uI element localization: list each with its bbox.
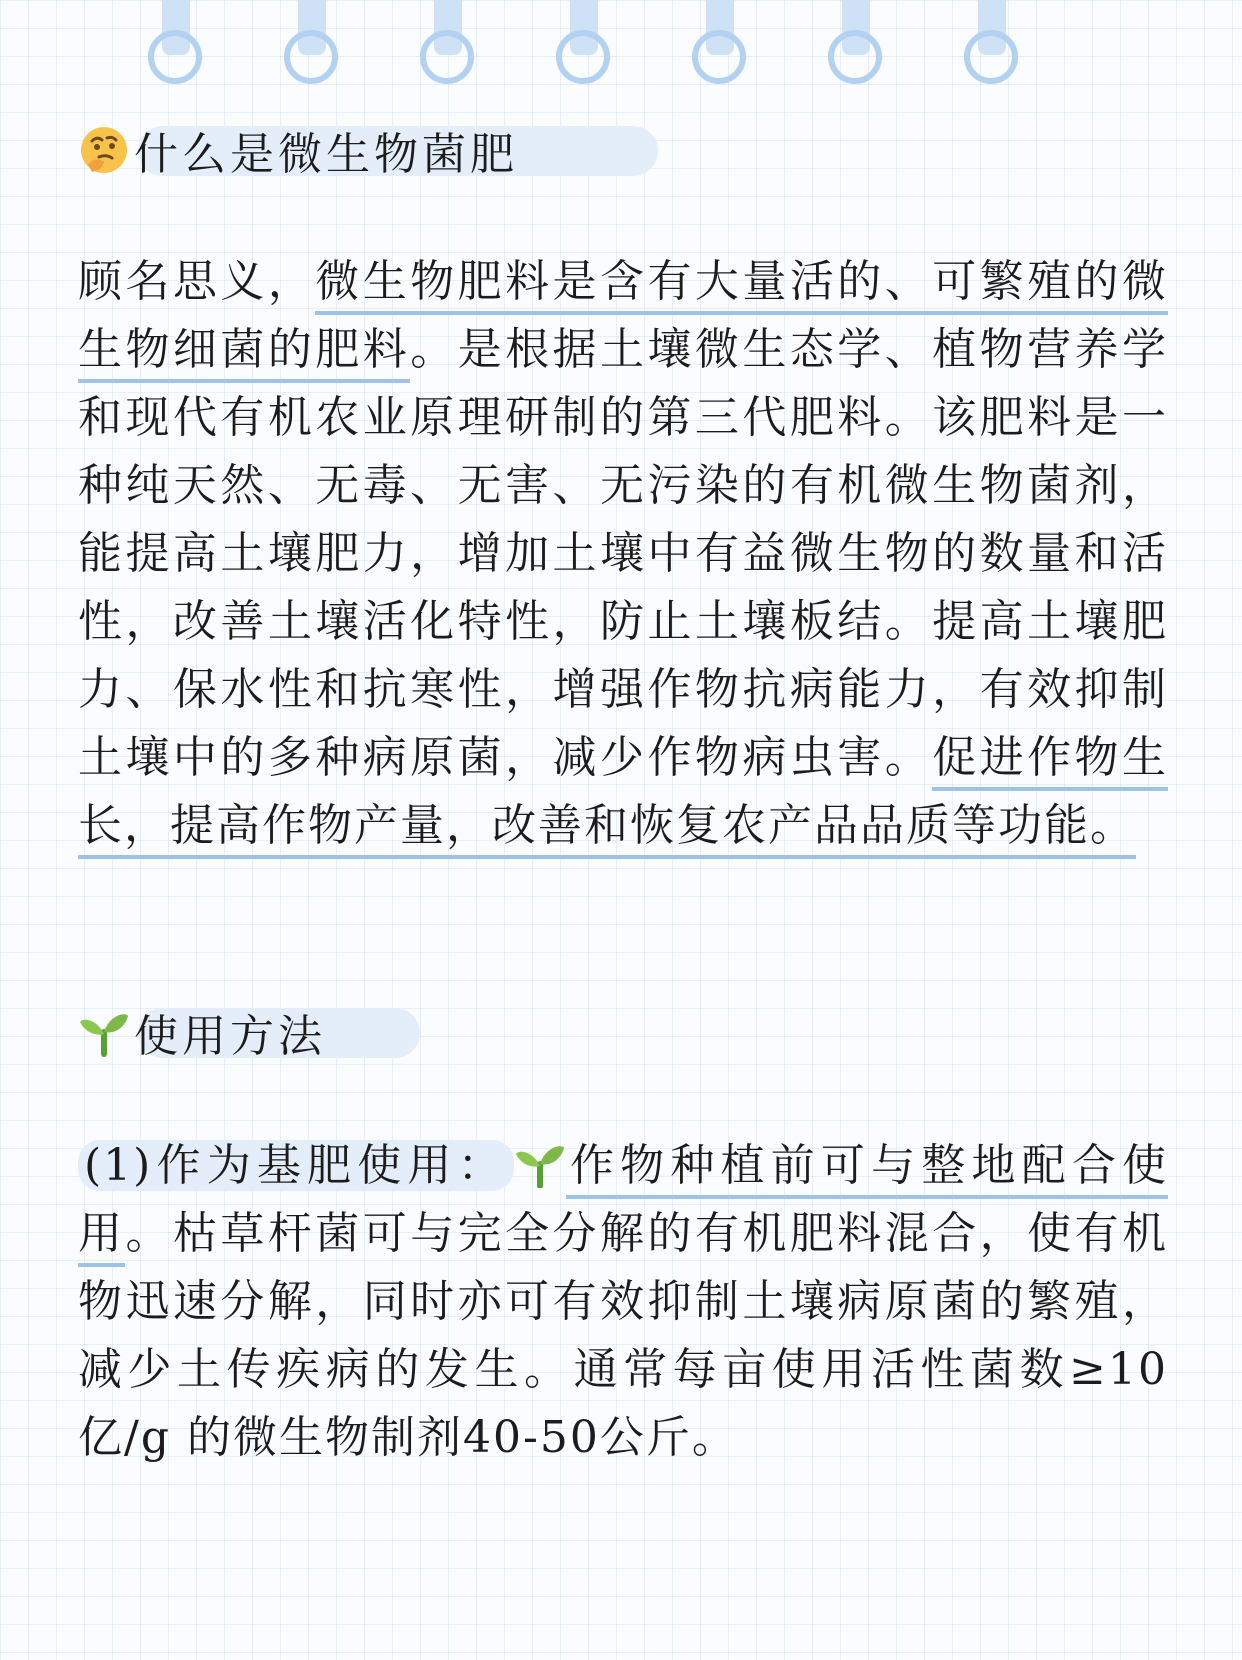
binder-ring bbox=[418, 0, 478, 90]
binder-ring bbox=[690, 0, 750, 90]
para-prefix: 顾名思义， bbox=[78, 256, 316, 307]
section-title-usage bbox=[78, 1000, 326, 1064]
para-rest: 。枯草杆菌可与完全分解的有机肥料混合，使有机物迅速分解，同时亦可有效抑制土壤病原菌的繁殖，减少土传疾病的发生。通常每亩使用活性菌数≥10亿/g 的微生物制剂40-50公斤。 bbox=[78, 1208, 1169, 1463]
seedling-icon bbox=[78, 1006, 130, 1058]
seedling-icon bbox=[514, 1140, 566, 1188]
notebook-rings bbox=[0, 0, 1242, 95]
section-title-what-is bbox=[78, 118, 518, 182]
para-middle: 。是根据土壤微生态学、植物营养学和现代有机农业原理研制的第三代肥料。该肥料是一种纯天然、无毒、无害、无污染的有机微生物菌剂，能提高土壤肥力，增加土壤中有益微生物的数量和活性，改善土壤活化特性，防止土壤板结。提高土壤肥力、保水性和抗寒性，增强作物抗病能力，有效抑制土壤中的多种病原菌，减少作物病虫害。 bbox=[78, 324, 1169, 783]
section1-paragraph bbox=[78, 248, 1168, 860]
section-title-text: 使用方法 bbox=[134, 1011, 326, 1062]
binder-ring bbox=[146, 0, 206, 90]
usage-lead-label: (1)作为基肥使用： bbox=[78, 1140, 514, 1191]
section-title-text: 什么是微生物菌肥 bbox=[134, 129, 518, 180]
section2-paragraph bbox=[78, 1132, 1168, 1472]
binder-ring bbox=[962, 0, 1022, 90]
highlight-benefits: 促进作物生长，提高作物产量，改善和恢复农产品品质等功能。 bbox=[78, 732, 1168, 859]
thinking-face-icon bbox=[78, 124, 130, 176]
binder-ring bbox=[554, 0, 614, 90]
binder-ring bbox=[826, 0, 886, 90]
highlight-definition: 微生物肥料是含有大量活的、可繁殖的微生物细菌的肥料 bbox=[78, 256, 1168, 383]
binder-ring bbox=[282, 0, 342, 90]
highlight-usage: 作物种植前可与整地配合使用 bbox=[78, 1140, 1168, 1267]
